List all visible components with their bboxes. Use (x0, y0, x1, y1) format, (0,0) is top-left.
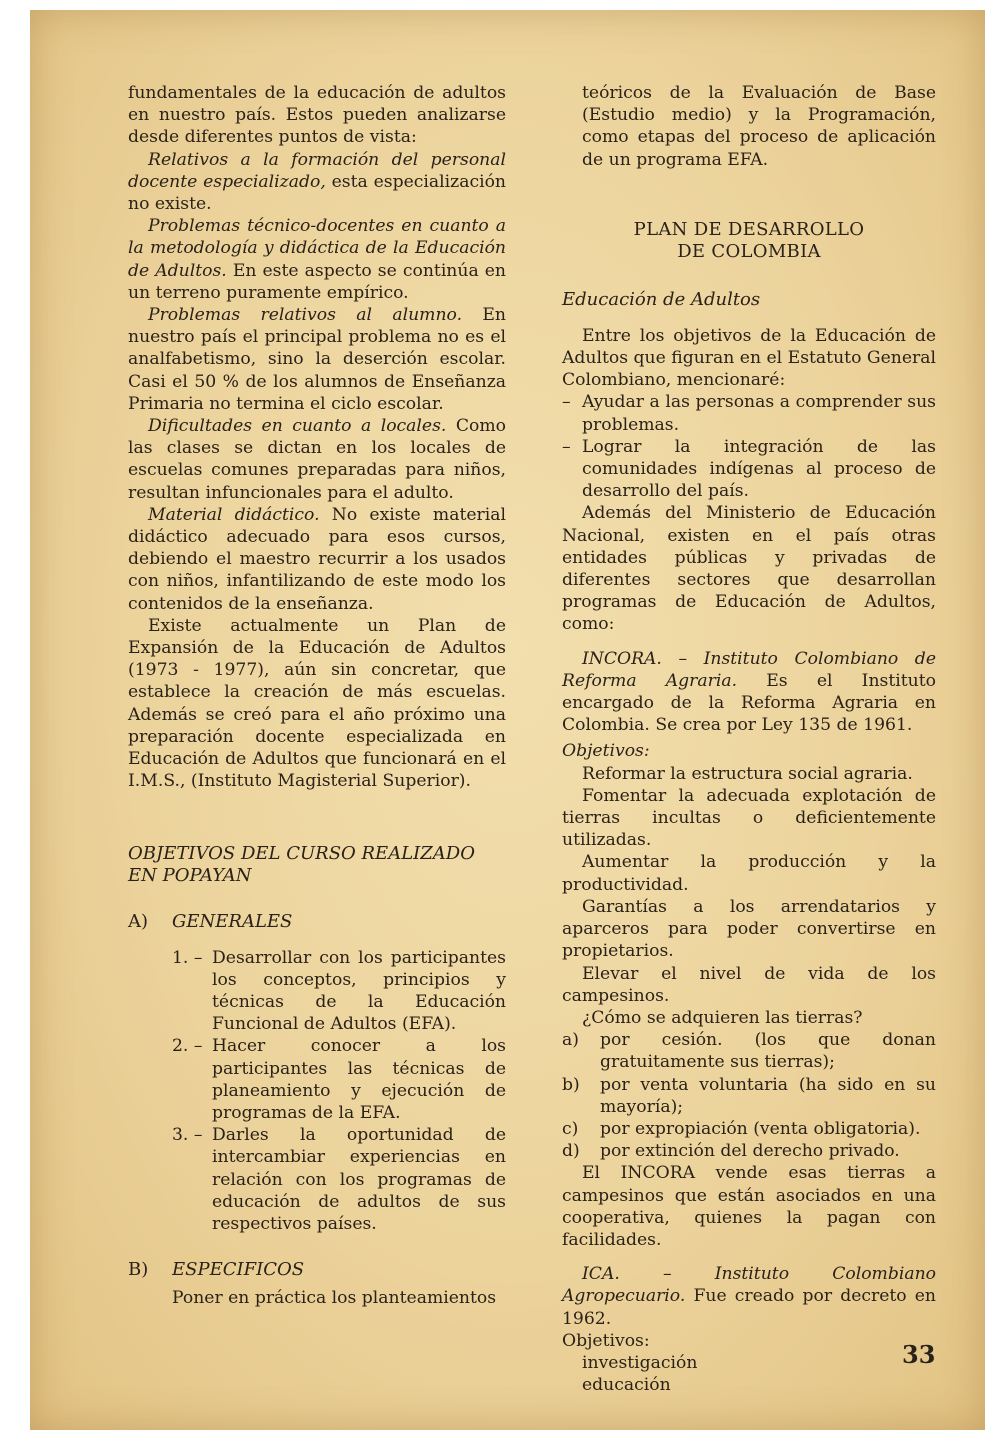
alpha-marker: c) (562, 1118, 579, 1139)
section-b-text: Poner en práctica los planteamientos (172, 1288, 497, 1309)
left-p5-lead: Dificultades en cuanto a locales. (148, 416, 447, 437)
incora-objective-1: Reformar la estructura social agraria. (582, 763, 913, 784)
alpha-text: por venta voluntaria (ha sido en su mayoría); (600, 1074, 936, 1117)
ica-objetivos-label: Objetivos: (562, 1330, 650, 1351)
incora-objective-4: Garantías a los arrendatarios y aparceros para poder convertirse en propietarios. (562, 896, 936, 962)
list-item (172, 1035, 506, 1124)
list-item (172, 1124, 506, 1235)
alpha-marker: d) (562, 1141, 580, 1162)
ica-paragraph (562, 1263, 936, 1330)
left-p5-rest: Como las clases se dictan en los locales de escuelas comunes preparadas para niños, resultan infuncionales para el adulto. (128, 416, 506, 503)
dash-marker: – (562, 392, 571, 413)
question-tierras: ¿Cómo se adquieren las tierras? (582, 1007, 863, 1028)
list-item-number: 1. – (172, 947, 203, 968)
incora-rest: Es el Instituto encargado de la Reforma Agraria en Colombia. Se crea por Ley 135 de 1961. (562, 670, 936, 736)
list-item-text: Hacer conocer a los participantes las técnicas de planeamiento y ejecución de programas de la EFA. (212, 1036, 506, 1123)
left-paragraph-1: fundamentales de la educación de adultos en nuestro país. Estos pueden analizarse desde diferentes puntos de vista: (128, 83, 506, 148)
dash-item (562, 391, 936, 435)
list-item-text: Desarrollar con los participantes los conceptos, principios y técnicas de la Educación Funcional de Adultos (EFA). (212, 947, 506, 1035)
alpha-item (562, 1118, 936, 1140)
section-b-label: B) (128, 1259, 149, 1281)
plan-heading-line-1: PLAN DE DESARROLLO (633, 218, 865, 240)
page-number: 33 (902, 1340, 936, 1369)
left-column (128, 82, 506, 1309)
alpha-text: por cesión. (los que donan gratuitamente sus tierras); (600, 1030, 936, 1073)
alpha-text: por extinción del derecho privado. (600, 1141, 900, 1162)
alpha-item (562, 1140, 936, 1162)
section-b-heading (128, 1259, 506, 1281)
section-a-label: A) (128, 910, 149, 932)
right-paragraph-4: El INCORA vende esas tierras a campesinos que están asociados en una cooperativa, quienes la pagan con facilidades. (562, 1163, 936, 1250)
left-p4-lead: Problemas relativos al alumno. (148, 305, 463, 326)
left-paragraph-6 (128, 504, 506, 615)
right-column (562, 82, 936, 1396)
incora-paragraph (562, 648, 936, 737)
incora-objetivos-label: Objetivos: (562, 741, 650, 762)
left-paragraph-2 (128, 149, 506, 216)
left-paragraph-3 (128, 215, 506, 304)
left-p3-rest: En este aspecto se continúa en un terreno puramente empírico. (128, 260, 506, 303)
alpha-item (562, 1029, 936, 1073)
left-paragraph-7: Existe actualmente un Plan de Expansión de la Educación de Adultos (1973 - 1977), aún sin concretar, que establece la creación de más escuelas. Además se creó para el año próximo una preparación docente especializada en Educación de Adultos que funcionará en el I.M.S., (Instituto Magisterial Superior). (128, 615, 506, 792)
section-heading-objetivos: OBJETIVOS DEL CURSO REALIZADO EN POPAYAN (128, 842, 475, 886)
subheading-educacion-adultos: Educación de Adultos (562, 288, 761, 310)
incora-objective-3: Aumentar la producción y la productividad. (562, 852, 936, 895)
alpha-marker: b) (562, 1074, 580, 1095)
dash-item (562, 436, 936, 503)
incora-lead: INCORA. – Instituto Colombiano de Reforma Agraria. (562, 648, 936, 691)
list-item-number: 3. – (172, 1125, 203, 1146)
left-p2-lead: Relativos a la formación del personal docente especializado, (128, 149, 506, 192)
ica-rest: Fue creado por decreto en 1962. (562, 1286, 936, 1329)
scanned-page (30, 10, 985, 1430)
dash-text: Lograr la integración de las comunidades indígenas al proceso de desarrollo del país. (582, 436, 936, 502)
right-paragraph-3: Además del Ministerio de Educación Nacional, existen en el país otras entidades públicas y privadas de diferentes sectores que desarrollan programas de Educación de Adultos, como: (562, 503, 936, 635)
section-a-heading (128, 911, 506, 933)
alpha-marker: a) (562, 1030, 579, 1051)
alpha-item (562, 1074, 936, 1118)
ica-lead: ICA. – Instituto Colombiano Agropecuario. (562, 1264, 936, 1307)
incora-objective-2: Fomentar la adecuada explotación de tierras incultas o deficientemente utilizadas. (562, 785, 936, 851)
ica-objective-2: educación (582, 1375, 671, 1396)
list-item (172, 947, 506, 1036)
ica-objective-1: investigación (582, 1352, 698, 1373)
right-paragraph-2: Entre los objetivos de la Educación de Adultos que figuran en el Estatuto General Colombiano, mencionaré: (562, 325, 936, 391)
plan-heading-line-2: DE COLOMBIA (677, 240, 821, 262)
list-item-text: Darles la oportunidad de intercambiar experiencias en relación con los programas de educación de adultos de sus respectivos países. (212, 1125, 506, 1234)
left-p2-rest: esta especialización no existe. (128, 171, 507, 215)
section-b-title: ESPECIFICOS (172, 1259, 305, 1281)
dash-text: Ayudar a las personas a comprender sus problemas. (582, 392, 936, 435)
dash-marker: – (562, 436, 571, 457)
left-paragraph-5 (128, 415, 506, 504)
right-paragraph-1: teóricos de la Evaluación de Base (Estudio medio) y la Programación, como etapas del proceso de aplicación de un programa EFA. (582, 83, 936, 170)
plan-heading (562, 219, 936, 263)
incora-objective-5: Elevar el nivel de vida de los campesinos. (562, 963, 936, 1006)
section-a-title: GENERALES (172, 910, 293, 932)
left-p3-lead: Problemas técnico-docentes en cuanto a la metodología y didáctica de la Educación de Adultos. (128, 216, 506, 281)
alpha-text: por expropiación (venta obligatoria). (600, 1118, 921, 1139)
list-item-number: 2. – (172, 1036, 203, 1057)
left-p6-lead: Material didáctico. (148, 504, 320, 525)
left-p6-rest: No existe material didáctico adecuado para esos cursos, debiendo el maestro recurrir a los usados con niños, infantilizando de este modo los contenidos de la enseñanza. (128, 504, 506, 614)
left-p4-rest: En nuestro país el principal problema no es el analfabetismo, sino la deserción escolar. Casi el 50 % de los alumnos de Enseñanza Primaria no termina el ciclo escolar. (128, 305, 506, 414)
left-paragraph-4 (128, 304, 506, 415)
generales-list (128, 947, 506, 1236)
